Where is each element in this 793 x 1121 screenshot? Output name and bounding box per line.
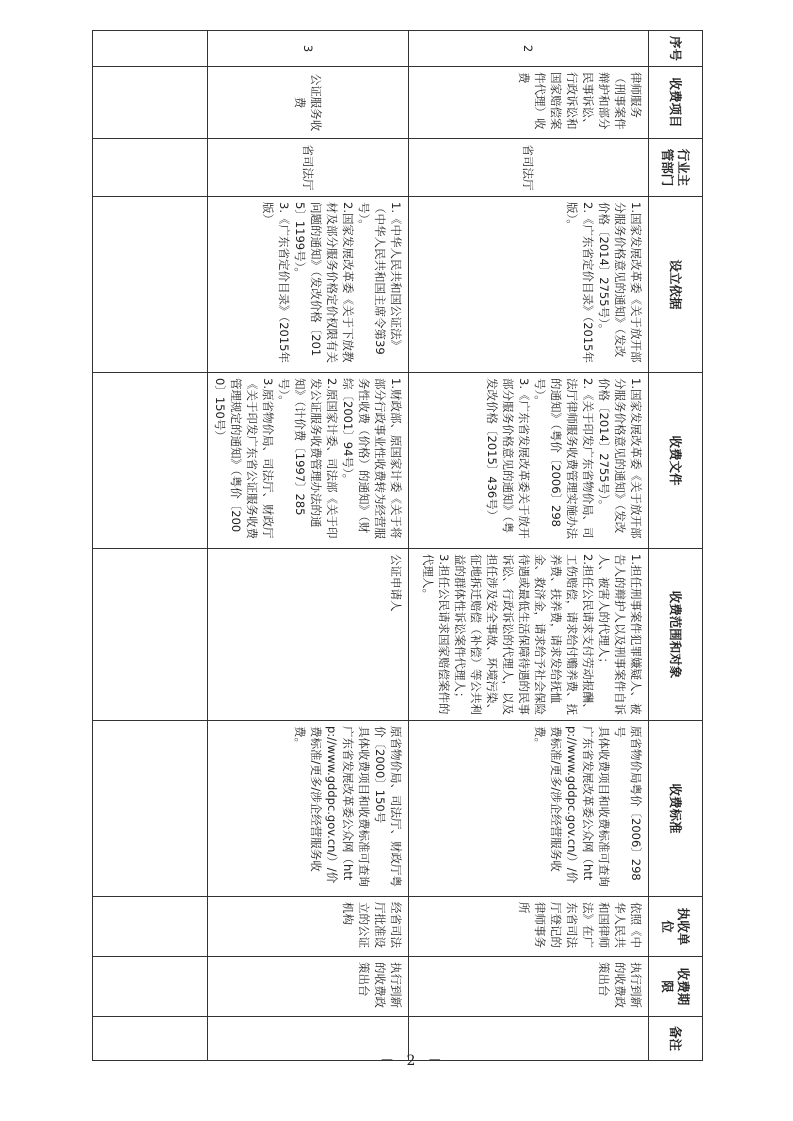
cell-scope <box>208 549 409 721</box>
cell-basis <box>208 197 409 373</box>
cell-unit: 经省司法厅批准设立的公证机构 <box>208 897 409 957</box>
cell-basis <box>409 197 649 373</box>
header-index: 序号 <box>649 31 703 67</box>
cell-docs <box>409 373 649 549</box>
cell-docs <box>93 373 208 549</box>
docs-line: 3.《广东省发展改革委关于放开部分服务价格意见的通知》（粤发改价格〔2015〕436号） <box>485 378 531 539</box>
cell-standard <box>409 721 649 897</box>
cell-note <box>93 1017 208 1061</box>
basis-line: 1.《中华人民共和国公证法》（中华人民共和国主席令第39号）。 <box>357 202 403 355</box>
cell-standard <box>93 721 208 897</box>
cell-standard <box>208 721 409 897</box>
cell-item <box>93 67 208 139</box>
standard-line: 具体收费项目和收费标准可查询广东省发展改革委公众网（http://www.gddpc.gov.cn/）/价费标准/更多/涉企经营服务收费。 <box>533 726 611 887</box>
cell-item: 律师服务（刑事案件辩护和部分民事诉讼、行政诉讼和国家赔偿案件代理）收费 <box>409 67 649 139</box>
header-period: 收费期限 <box>649 957 703 1017</box>
cell-index <box>93 31 208 67</box>
table-row <box>409 31 649 1061</box>
table-row <box>208 31 409 1061</box>
cell-scope <box>409 549 649 721</box>
docs-line: 3.原省物价局、司法厅、财政厅《关于印发广东省公证服务收费管理规定的通知》（粤价〔2000〕150号） <box>213 378 275 539</box>
docs-line: 1.财政部、原国家计委《关于将部分行政事业性收费转为经营服务性收费（价格）的通知》（财综〔2001〕94号）。 <box>341 378 403 539</box>
docs-line: 2.《关于印发广东省物价局、司法厅律师服务收费管理实施办法的通知》（粤价〔2006〕298号）。 <box>533 378 595 539</box>
cell-dept <box>93 139 208 197</box>
scope-line: 公证申请人 <box>389 554 403 612</box>
header-note: 备注 <box>649 1017 703 1061</box>
header-standard: 收费标准 <box>649 721 703 897</box>
cell-index: 3 <box>208 31 409 67</box>
header-unit: 执收单位 <box>649 897 703 957</box>
standard-line: 原省物价局、司法厅、财政厅粤价〔2000〕150号 <box>373 726 403 887</box>
cell-note <box>208 1017 409 1061</box>
cell-index: 2 <box>409 31 649 67</box>
standard-line: 具体收费项目和收费标准可查询广东省发展改革委公众网（http://www.gddpc.gov.cn/）/价费标准/更多/涉企经营服务收费。 <box>293 726 371 887</box>
basis-line: 1.国家发展改革委《关于放开部分服务价格意见的通知》（发改价格〔2014〕2755号）。 <box>597 202 643 363</box>
basis-line: 3.《广东省定价目录》（2015年版） <box>261 202 291 363</box>
scope-line: 3.担任公民请求国家赔偿案件的代理人。 <box>421 554 451 715</box>
cell-dept: 省司法厅 <box>208 139 409 197</box>
docs-line: 1.国家发展改革委《关于放开部分服务价格意见的通知》（发改价格〔2014〕2755号）。 <box>597 378 643 539</box>
table-row <box>93 31 208 1061</box>
scope-line: 1.担任刑事案件犯罪嫌疑人、被告人的辩护人以及刑事案件自诉人、被害人的代理人； <box>597 554 643 715</box>
scope-line: 2.担任公民请求支付劳动报酬、工伤赔偿，请求给付赡养费、抚养费、扶养费，请求发给抚恤金、救济金，请求给予社会保险待遇或最低生活保障待遇的民事诉讼、行政诉讼的代理人，以及担任涉及安全事故、环境污染、征地拆迁赔偿（补偿）等公共利益的群体性诉讼案件代理人； <box>453 554 595 715</box>
cell-scope <box>93 549 208 721</box>
basis-line: 2.《广东省定价目录》（2015年版）。 <box>565 202 595 363</box>
cell-dept: 省司法厅 <box>409 139 649 197</box>
cell-item: 公证服务收费 <box>208 67 409 139</box>
header-basis: 设立依据 <box>649 197 703 373</box>
fee-table <box>92 30 703 1061</box>
docs-line: 2.原国家计委、司法部《关于印发公证服务收费管理办法的通知》（计价费〔1997〕285号）。 <box>277 378 339 539</box>
header-scope: 收费范围和对象 <box>649 549 703 721</box>
header-dept: 行业主管部门 <box>649 139 703 197</box>
cell-docs <box>208 373 409 549</box>
cell-period <box>93 957 208 1017</box>
rotated-table-container <box>98 30 703 1060</box>
cell-unit: 依照《中华人民共和国律师法》在广东省司法厅登记的律师事务所 <box>409 897 649 957</box>
cell-period: 执行到新的收费政策出台 <box>208 957 409 1017</box>
standard-line: 原省物价局粤价〔2006〕298号 <box>613 726 643 881</box>
cell-unit <box>93 897 208 957</box>
header-row <box>649 31 703 1061</box>
cell-period: 执行到新的收费政策出台 <box>409 957 649 1017</box>
page-number: － 2 － <box>380 1053 446 1069</box>
header-docs: 收费文件 <box>649 373 703 549</box>
cell-basis <box>93 197 208 373</box>
basis-line: 2.国家发展改革委《关于下放教材及部分服务价格定价权限有关问题的通知》（发改价格〔2015〕1199号）。 <box>293 202 355 363</box>
header-item: 收费项目 <box>649 67 703 139</box>
